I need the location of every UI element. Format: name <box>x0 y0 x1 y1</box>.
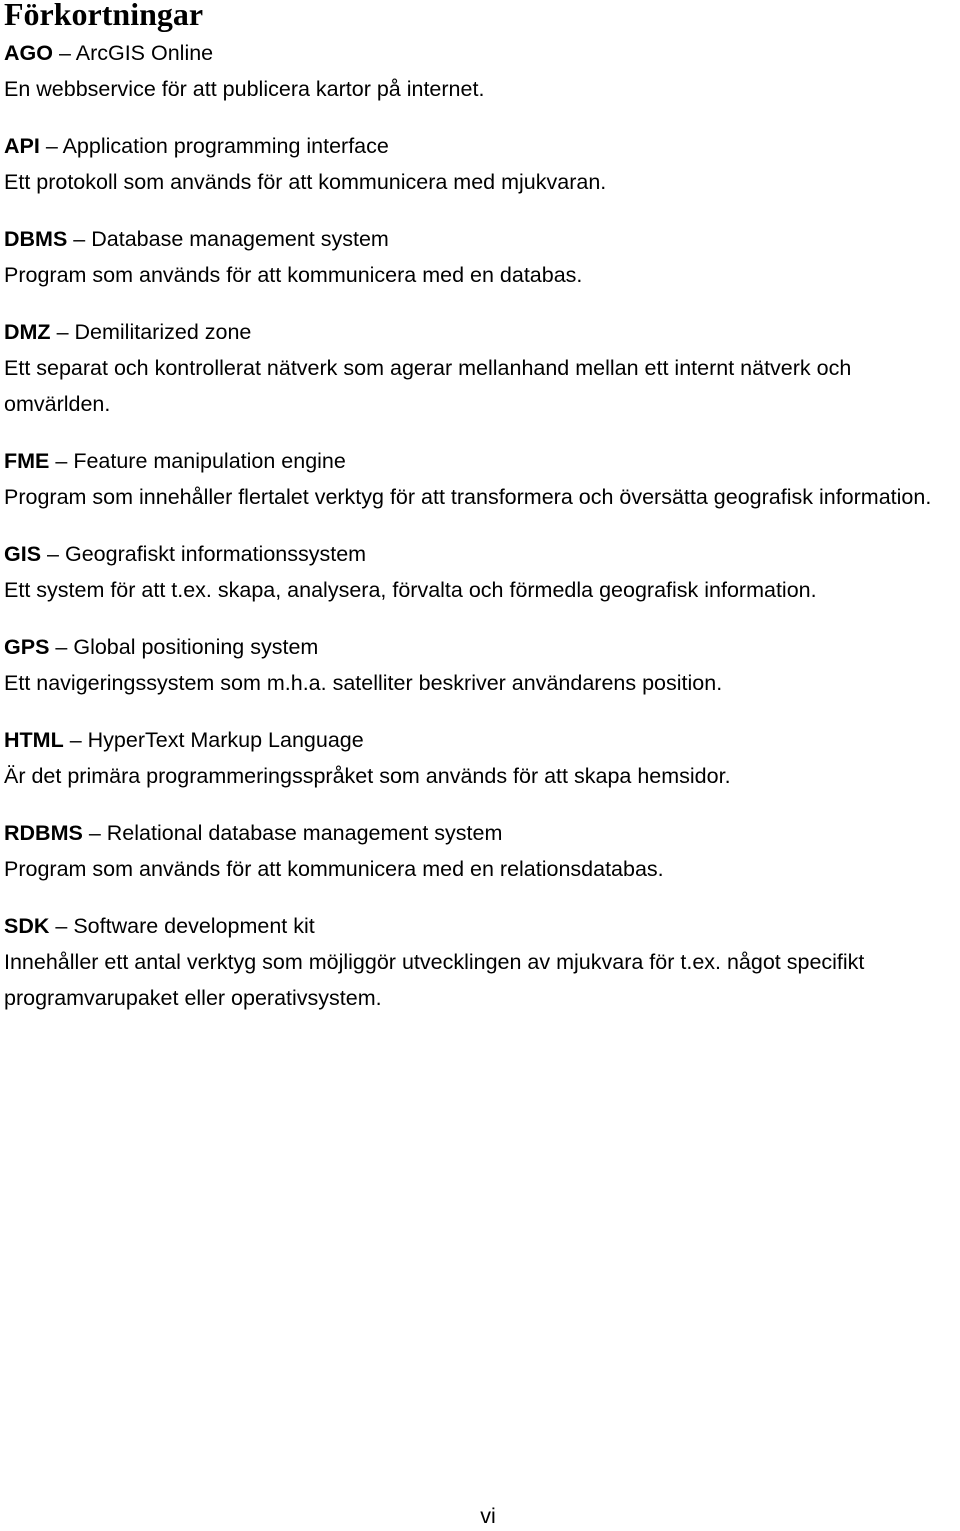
term-line <box>4 221 956 257</box>
term-line <box>4 314 956 350</box>
abbreviation: GIS <box>4 542 42 566</box>
dash: – <box>73 227 86 251</box>
expansion: Relational database management system <box>106 821 503 845</box>
abbreviation-entry-fme <box>4 443 956 515</box>
abbreviation: HTML <box>4 728 64 752</box>
abbreviation-entry-dmz <box>4 314 956 422</box>
abbreviation-entry-sdk <box>4 908 956 1016</box>
term-line <box>4 536 956 572</box>
abbreviation: RDBMS <box>4 821 83 845</box>
term-line <box>4 629 956 665</box>
abbreviation: DBMS <box>4 227 68 251</box>
description: Program som används för att kommunicera med en relationsdatabas. <box>4 857 664 881</box>
description: Ett navigeringssystem som m.h.a. satelliter beskriver användarens position. <box>4 671 723 695</box>
abbreviation: FME <box>4 449 50 473</box>
dash: – <box>47 542 59 566</box>
description: En webbservice för att publicera kartor på internet. <box>4 77 485 101</box>
abbreviation-entry-rdbms <box>4 815 956 887</box>
abbreviation-entry-gis <box>4 536 956 608</box>
term-line <box>4 443 956 479</box>
description: Ett system för att t.ex. skapa, analysera, förvalta och förmedla geografisk information. <box>4 578 817 602</box>
abbreviation-entry-dbms <box>4 221 956 293</box>
page-number: vi <box>480 1504 496 1528</box>
abbreviation-entry-api <box>4 128 956 200</box>
dash: – <box>45 134 58 158</box>
abbreviation: DMZ <box>4 320 51 344</box>
dash: – <box>55 449 68 473</box>
term-line <box>4 908 956 944</box>
expansion: Geografiskt informationssystem <box>64 542 367 566</box>
description: Innehåller ett antal verktyg som möjliggör utvecklingen av mjukvara för t.ex. något specifikt programvarupaket eller operativsystem. <box>4 950 865 1010</box>
expansion: Database management system <box>91 227 389 251</box>
abbreviation: SDK <box>4 914 50 938</box>
abbreviation-entry-ago <box>4 35 956 107</box>
description: Ett separat och kontrollerat nätverk som agerar mellanhand mellan ett internt nätverk och omvärlden. <box>4 356 852 416</box>
dash: – <box>88 821 101 845</box>
dash: – <box>56 320 69 344</box>
dash: – <box>55 635 68 659</box>
term-line <box>4 815 956 851</box>
page-title: Förkortningar <box>4 0 204 32</box>
expansion: Software development kit <box>73 914 315 938</box>
term-line <box>4 128 956 164</box>
abbreviation: GPS <box>4 635 50 659</box>
description: Program som innehåller flertalet verktyg för att transformera och översätta geografisk information. <box>4 485 932 509</box>
abbreviation-list <box>4 35 956 1037</box>
abbreviation-entry-gps <box>4 629 956 701</box>
description: Ett protokoll som används för att kommunicera med mjukvaran. <box>4 170 607 194</box>
expansion: HyperText Markup Language <box>87 728 364 752</box>
dash: – <box>69 728 82 752</box>
expansion: Global positioning system <box>73 635 319 659</box>
expansion: Feature manipulation engine <box>73 449 346 473</box>
term-line <box>4 722 956 758</box>
expansion: ArcGIS Online <box>75 41 214 65</box>
description: Är det primära programmeringsspråket som används för att skapa hemsidor. <box>4 764 731 788</box>
description: Program som används för att kommunicera med en databas. <box>4 263 583 287</box>
term-line <box>4 35 956 71</box>
abbreviation: API <box>4 134 40 158</box>
expansion: Demilitarized zone <box>74 320 252 344</box>
dash: – <box>58 41 71 65</box>
expansion: Application programming interface <box>62 134 389 158</box>
abbreviation: AGO <box>4 41 53 65</box>
dash: – <box>55 914 68 938</box>
abbreviation-entry-html <box>4 722 956 794</box>
